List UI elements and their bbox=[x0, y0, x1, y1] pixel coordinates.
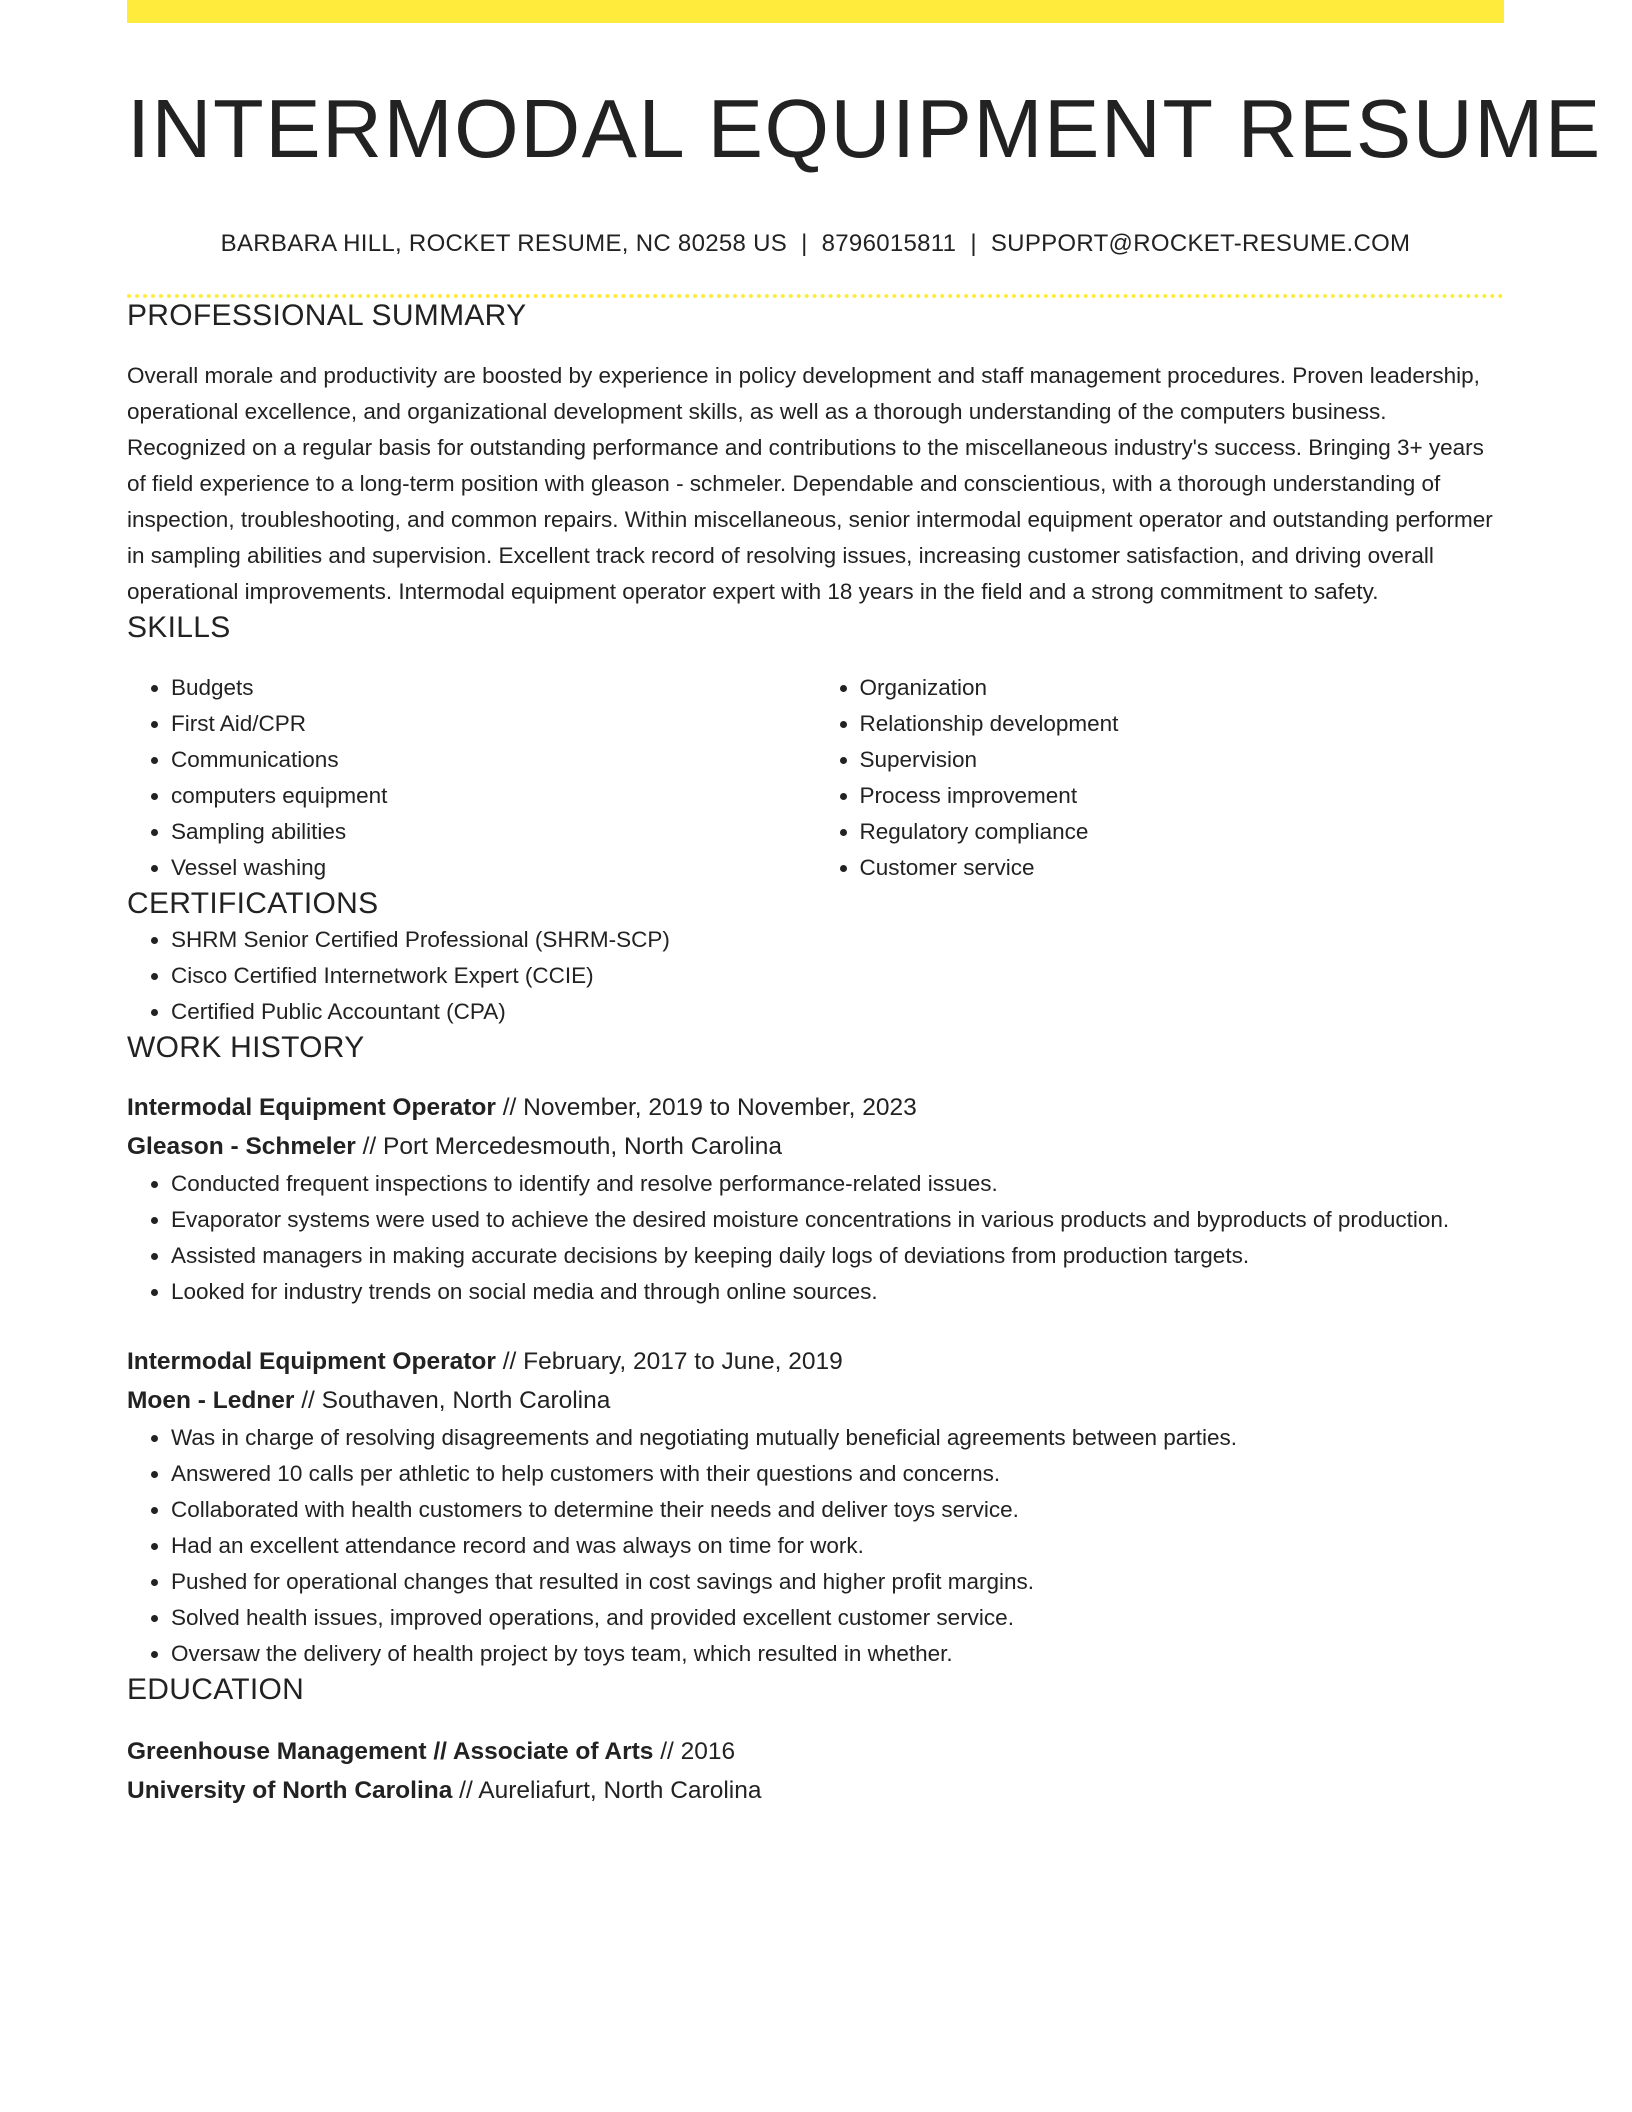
skill-item: • computers equipment bbox=[171, 778, 816, 814]
job-bullets bbox=[127, 1420, 1504, 1672]
job-company: Moen - Ledner bbox=[127, 1387, 295, 1415]
skills-list-right bbox=[816, 670, 1505, 886]
job-entry bbox=[127, 1342, 1504, 1672]
skill-item: • Customer service bbox=[860, 850, 1505, 886]
work-history-heading: WORK HISTORY bbox=[127, 1031, 365, 1065]
job-title-line bbox=[127, 1088, 1504, 1127]
skill-item: • First Aid/CPR bbox=[171, 706, 816, 742]
job-bullets bbox=[127, 1166, 1504, 1310]
resume-page bbox=[127, 0, 1602, 1810]
job-bullet: • Pushed for operational changes that resulted in cost savings and higher profit margins. bbox=[171, 1564, 1504, 1600]
skill-item: • Regulatory compliance bbox=[860, 814, 1505, 850]
skill-item: • Vessel washing bbox=[171, 850, 816, 886]
education-year: // 2016 bbox=[660, 1738, 736, 1766]
job-bullet: • Had an excellent attendance record and was always on time for work. bbox=[171, 1528, 1504, 1564]
job-bullet: • Collaborated with health customers to determine their needs and deliver toys service. bbox=[171, 1492, 1504, 1528]
skills-grid bbox=[127, 670, 1504, 886]
contact-line bbox=[127, 230, 1504, 258]
certifications-heading: CERTIFICATIONS bbox=[127, 887, 379, 921]
job-bullet: • Answered 10 calls per athletic to help customers with their questions and concerns. bbox=[171, 1456, 1504, 1492]
job-bullet: • Was in charge of resolving disagreements and negotiating mutually beneficial agreements between parties. bbox=[171, 1420, 1504, 1456]
contact-email: SUPPORT@ROCKET-RESUME.COM bbox=[990, 230, 1411, 258]
job-dates: // February, 2017 to June, 2019 bbox=[502, 1348, 843, 1376]
skill-item: • Relationship development bbox=[860, 706, 1505, 742]
job-bullet: • Oversaw the delivery of health project by toys team, which resulted in whether. bbox=[171, 1636, 1504, 1672]
skill-item: • Budgets bbox=[171, 670, 816, 706]
education-school-line bbox=[127, 1771, 1504, 1810]
skill-item: • Supervision bbox=[860, 742, 1505, 778]
certification-item: • Certified Public Accountant (CPA) bbox=[171, 994, 1504, 1030]
job-bullet: • Evaporator systems were used to achieve the desired moisture concentrations in various products and byproducts of production. bbox=[171, 1202, 1504, 1238]
skill-item: • Process improvement bbox=[860, 778, 1505, 814]
job-location: // Southaven, North Carolina bbox=[301, 1387, 611, 1415]
job-title: Intermodal Equipment Operator bbox=[127, 1094, 496, 1122]
certification-item: • Cisco Certified Internetwork Expert (CCIE) bbox=[171, 958, 1504, 994]
summary-text: Overall morale and productivity are boosted by experience in policy development and staff management procedures. Proven leadership, operational excellence, and organizational development skills, as well as a thorough understanding of the computers business. Recognized on a regular basis for outstanding performance and contributions to the miscellaneous industry's success. Bringing 3+ years of field experience to a long-term position with gleason - schmeler. Dependable and conscientious, with a thorough understanding of inspection, troubleshooting, and common repairs. Within miscellaneous, senior intermodal equipment operator and outstanding performer in sampling abilities and supervision. Excellent track record of resolving issues, increasing customer satisfaction, and driving overall operational improvements. Intermodal equipment operator expert with 18 years in the field and a strong commitment to safety. bbox=[127, 363, 1493, 605]
accent-top-bar bbox=[127, 0, 1504, 23]
skill-item: • Sampling abilities bbox=[171, 814, 816, 850]
summary-heading: PROFESSIONAL SUMMARY bbox=[127, 299, 527, 333]
certifications-list bbox=[127, 922, 1504, 1030]
resume-title: INTERMODAL EQUIPMENT RESUME bbox=[127, 82, 1602, 175]
job-company-line bbox=[127, 1127, 1504, 1166]
contact-separator: | bbox=[801, 230, 808, 258]
job-bullet: • Solved health issues, improved operations, and provided excellent customer service. bbox=[171, 1600, 1504, 1636]
education-school: University of North Carolina bbox=[127, 1777, 453, 1805]
contact-separator: | bbox=[970, 230, 977, 258]
education-location: // Aureliafurt, North Carolina bbox=[459, 1777, 762, 1805]
skills-heading: SKILLS bbox=[127, 611, 231, 645]
job-dates: // November, 2019 to November, 2023 bbox=[502, 1094, 917, 1122]
job-bullet: • Assisted managers in making accurate decisions by keeping daily logs of deviations from production targets. bbox=[171, 1238, 1504, 1274]
education-entry bbox=[127, 1732, 1504, 1810]
contact-address: BARBARA HILL, ROCKET RESUME, NC 80258 US bbox=[220, 230, 788, 258]
skill-item: • Communications bbox=[171, 742, 816, 778]
education-degree-line bbox=[127, 1732, 1504, 1771]
job-title: Intermodal Equipment Operator bbox=[127, 1348, 496, 1376]
education-degree: Greenhouse Management // Associate of Arts bbox=[127, 1738, 654, 1766]
skill-item: • Organization bbox=[860, 670, 1505, 706]
certification-item: • SHRM Senior Certified Professional (SHRM-SCP) bbox=[171, 922, 1504, 958]
education-heading: EDUCATION bbox=[127, 1673, 305, 1707]
job-company-line bbox=[127, 1381, 1504, 1420]
job-location: // Port Mercedesmouth, North Carolina bbox=[362, 1133, 782, 1161]
contact-phone: 8796015811 bbox=[821, 230, 957, 258]
job-bullet: • Conducted frequent inspections to identify and resolve performance-related issues. bbox=[171, 1166, 1504, 1202]
job-title-line bbox=[127, 1342, 1504, 1381]
job-bullet: • Looked for industry trends on social media and through online sources. bbox=[171, 1274, 1504, 1310]
job-company: Gleason - Schmeler bbox=[127, 1133, 356, 1161]
skills-list-left bbox=[127, 670, 816, 886]
job-entry bbox=[127, 1088, 1504, 1310]
